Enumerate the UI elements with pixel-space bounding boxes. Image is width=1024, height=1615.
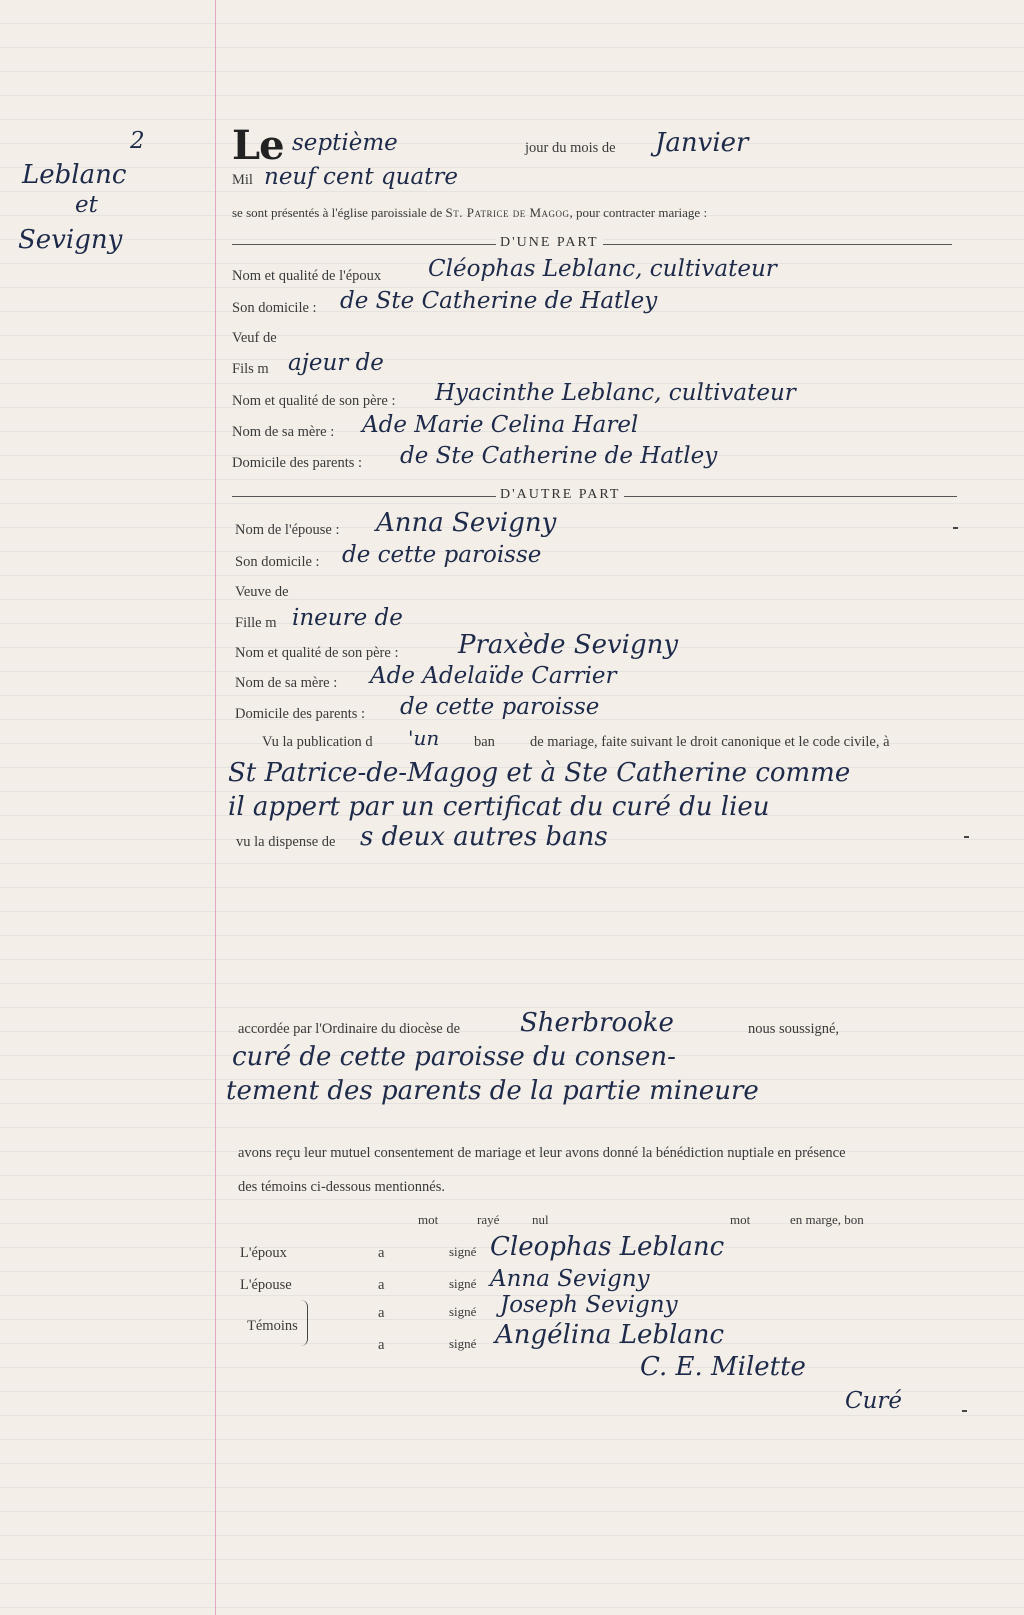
- groom-name-value: Cléophas Leblanc, cultivateur: [428, 256, 777, 282]
- edge-mark: [962, 1410, 967, 1412]
- groom-domicile-value: de Ste Catherine de Hatley: [340, 288, 658, 314]
- celebrant-line2: tement des parents de la partie mineure: [226, 1076, 759, 1106]
- epoux-signature: Cleophas Leblanc: [490, 1232, 725, 1262]
- temoins-brace: [301, 1300, 308, 1346]
- consent-line1: avons reçu leur mutuel consentement de mariage et leur avons donné la bénédiction nuptiale en présence: [238, 1145, 846, 1161]
- margin-bride-surname: Sevigny: [18, 225, 123, 255]
- fils-label: Fils m: [232, 361, 269, 377]
- publication-count: 'un: [408, 726, 440, 750]
- header-mot-1: mot: [418, 1212, 439, 1227]
- year-value: neuf cent quatre: [264, 164, 459, 190]
- bride-parents-domicile-label: Domicile des parents :: [235, 706, 366, 722]
- epoux-a: a: [378, 1245, 385, 1261]
- celebrant-line1: curé de cette paroisse du consen-: [232, 1042, 676, 1072]
- header-mot-2: mot: [730, 1212, 751, 1227]
- fille-label: Fille m: [235, 615, 277, 631]
- dispense-label: vu la dispense de: [236, 834, 336, 850]
- edge-mark: [964, 836, 969, 838]
- groom-father-label: Nom et qualité de son père :: [232, 393, 396, 409]
- header-en-marge: en marge, bon: [790, 1212, 864, 1227]
- temoin2-signature: Angélina Leblanc: [495, 1320, 725, 1350]
- bride-mother-value: Ade Adelaïde Carrier: [370, 663, 617, 689]
- epoux-signe: signé: [449, 1244, 477, 1259]
- veuf-label: Veuf de: [232, 330, 277, 346]
- presented-line: [232, 205, 707, 221]
- parish-name: St. Patrice de Magog: [445, 205, 570, 220]
- epoux-label: L'époux: [240, 1245, 287, 1261]
- margin-groom-surname: Leblanc: [22, 160, 127, 190]
- consent-line2: des témoins ci-dessous mentionnés.: [238, 1179, 446, 1195]
- presented-prefix: se sont présentés à l'église paroissiale de: [232, 205, 443, 220]
- margin-entry-number: 2: [130, 128, 145, 154]
- margin-conjunction: et: [75, 192, 98, 218]
- publication-place-line1: St Patrice-de-Magog et à Ste Catherine comme: [228, 758, 851, 788]
- groom-mother-value: Ade Marie Celina Harel: [362, 412, 639, 438]
- priest-signature: C. E. Milette: [640, 1352, 806, 1382]
- groom-section-title: D'UNE PART: [496, 235, 603, 251]
- groom-father-value: Hyacinthe Leblanc, cultivateur: [435, 380, 796, 406]
- publication-ban: ban: [474, 734, 495, 750]
- publication-place-line2: il appert par un certificat du curé du lieu: [228, 792, 770, 822]
- bride-domicile-label: Son domicile :: [235, 554, 320, 570]
- bride-father-label: Nom et qualité de son père :: [235, 645, 399, 661]
- groom-parents-domicile-label: Domicile des parents :: [232, 455, 363, 471]
- fille-value: ineure de: [292, 605, 403, 631]
- veuve-label: Veuve de: [235, 584, 289, 600]
- temoin1-signe: signé: [449, 1304, 477, 1319]
- publication-prefix: Vu la publication d: [262, 734, 373, 750]
- bride-mother-label: Nom de sa mère :: [235, 675, 338, 691]
- bride-domicile-value: de cette paroisse: [342, 542, 542, 568]
- publication-suffix: de mariage, faite suivant le droit canonique et le code civile, à: [530, 734, 890, 750]
- bride-parents-domicile-value: de cette paroisse: [400, 694, 600, 720]
- bride-father-value: Praxède Sevigny: [458, 630, 679, 660]
- edge-mark: [953, 527, 958, 529]
- priest-title: Curé: [845, 1388, 903, 1414]
- groom-domicile-label: Son domicile :: [232, 300, 317, 316]
- header-raye: rayé: [477, 1212, 500, 1227]
- jour-du-mois-label: jour du mois de: [525, 140, 616, 156]
- dispense-value: s deux autres bans: [360, 822, 608, 852]
- epouse-signature: Anna Sevigny: [490, 1266, 650, 1292]
- mil-label: Mil: [232, 172, 253, 188]
- diocese-value: Sherbrooke: [520, 1008, 674, 1038]
- day-value: septième: [292, 130, 398, 156]
- temoin1-a: a: [378, 1305, 385, 1321]
- epouse-label: L'épouse: [240, 1277, 292, 1293]
- diocese-prefix: accordée par l'Ordinaire du diocèse de: [238, 1021, 461, 1037]
- epouse-signe: signé: [449, 1276, 477, 1291]
- temoin2-signe: signé: [449, 1336, 477, 1351]
- presented-suffix: , pour contracter mariage :: [569, 205, 708, 220]
- groom-name-label: Nom et qualité de l'époux: [232, 268, 382, 284]
- month-value: Janvier: [655, 128, 749, 158]
- fils-value: ajeur de: [288, 350, 384, 376]
- header-nul: nul: [532, 1212, 549, 1227]
- margin-rule: [215, 0, 216, 1615]
- temoin1-signature: Joseph Sevigny: [500, 1292, 678, 1318]
- temoin2-a: a: [378, 1337, 385, 1353]
- diocese-suffix: nous soussigné,: [748, 1021, 840, 1037]
- temoins-label: Témoins: [247, 1318, 298, 1334]
- bride-name-value: Anna Sevigny: [376, 508, 557, 538]
- groom-mother-label: Nom de sa mère :: [232, 424, 335, 440]
- epouse-a: a: [378, 1277, 385, 1293]
- bride-section-title: D'AUTRE PART: [496, 487, 624, 503]
- le-heading: Le: [232, 122, 284, 169]
- groom-parents-domicile-value: de Ste Catherine de Hatley: [400, 443, 718, 469]
- bride-name-label: Nom de l'épouse :: [235, 522, 340, 538]
